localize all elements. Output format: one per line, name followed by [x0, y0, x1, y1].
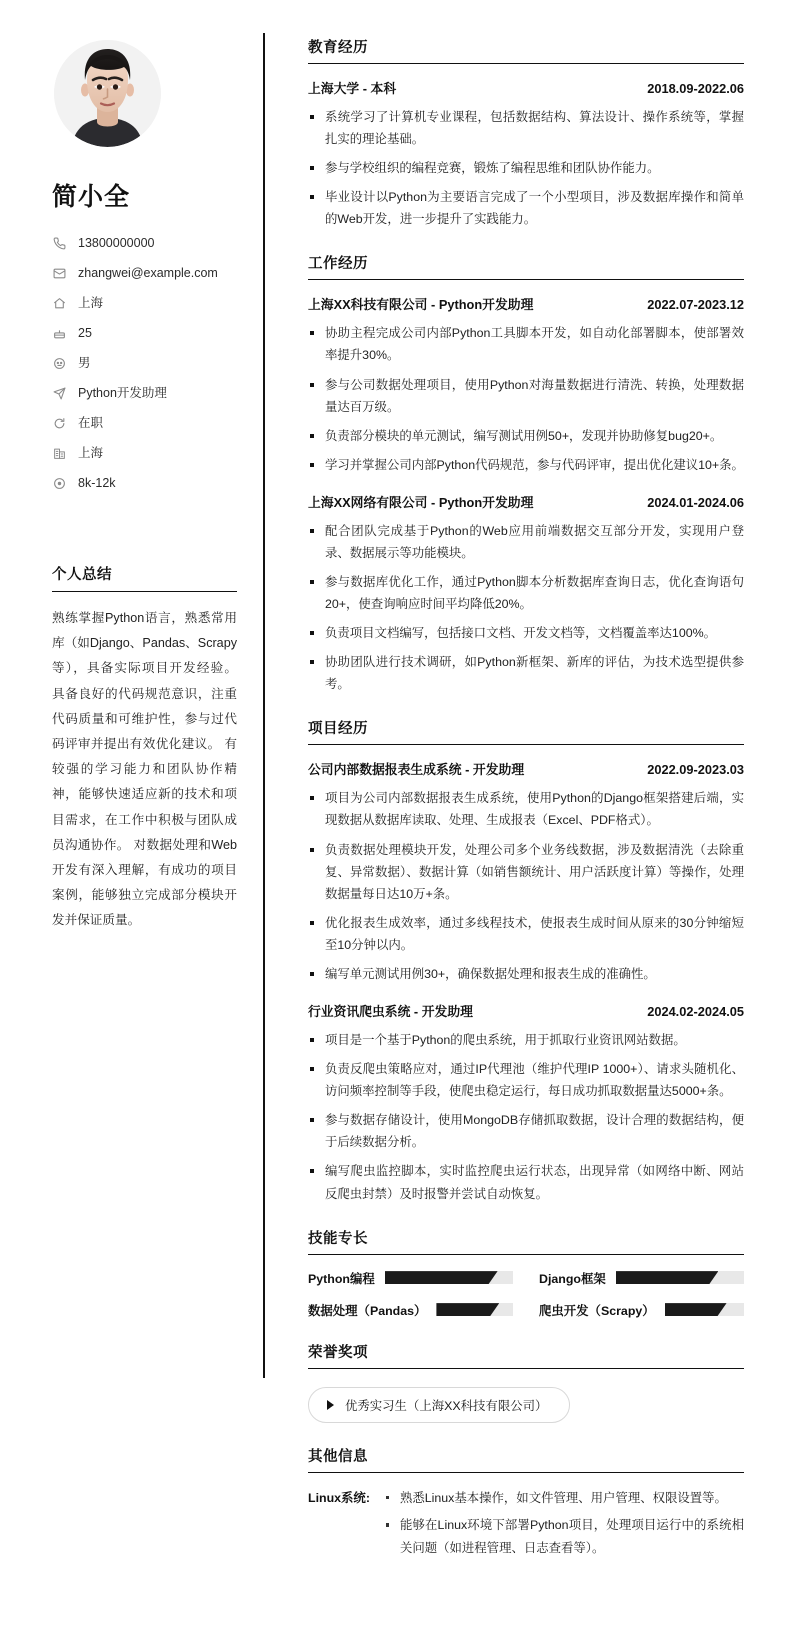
column-divider — [263, 33, 265, 1378]
honor-label: 优秀实习生（上海XX科技有限公司） — [345, 1398, 548, 1413]
entry-bullets — [308, 106, 744, 230]
project-entry — [308, 1001, 744, 1205]
list-item: 编写单元测试用例30+，确保数据处理和报表生成的准确性。 — [308, 963, 744, 985]
skill-progress-bar — [665, 1303, 744, 1316]
list-item: 项目是一个基于Python的爬虫系统，用于抓取行业资讯网站数据。 — [308, 1029, 744, 1051]
info-value: 男 — [78, 356, 91, 370]
list-item: 参与学校组织的编程竞赛，锻炼了编程思维和团队协作能力。 — [308, 157, 744, 179]
info-item-phone — [52, 235, 237, 251]
skills-grid — [308, 1269, 744, 1319]
skill-progress-fill — [616, 1271, 719, 1284]
list-item: 系统学习了计算机专业课程，包括数据结构、算法设计、操作系统等，掌握扎实的理论基础。 — [308, 106, 744, 150]
info-item-salary — [52, 475, 237, 491]
list-item: 配合团队完成基于Python的Web应用前端数据交互部分开发，实现用户登录、数据展示等功能模块。 — [308, 520, 744, 564]
skill-item — [539, 1301, 744, 1319]
info-value: 在职 — [78, 416, 104, 430]
skill-progress-fill — [665, 1303, 727, 1316]
info-value: Python开发助理 — [78, 386, 167, 400]
info-item-age — [52, 325, 237, 341]
entry-title: 上海XX科技有限公司 - Python开发助理 — [308, 297, 534, 313]
skills-heading: 技能专长 — [308, 1227, 744, 1255]
entry-date: 2024.01-2024.06 — [647, 494, 744, 510]
education-entry — [308, 78, 744, 230]
entry-title: 上海大学 - 本科 — [308, 81, 397, 96]
list-item: 编写爬虫监控脚本，实时监控爬虫运行状态，出现异常（如网络中断、网站反爬虫封禁）及时报警并尝试自动恢复。 — [308, 1160, 744, 1204]
entry-header — [308, 78, 744, 97]
info-item-gender — [52, 355, 237, 371]
info-value: 8k-12k — [78, 476, 116, 490]
entry-header — [308, 492, 744, 511]
info-value: zhangwei@example.com — [78, 266, 218, 280]
gender-icon — [52, 356, 67, 371]
other-bullets — [384, 1487, 744, 1565]
list-item: 负责项目文档编写，包括接口文档、开发文档等，文档覆盖率达100%。 — [308, 622, 744, 644]
list-item: 学习并掌握公司内部Python代码规范，参与代码评审，提出优化建议10+条。 — [308, 454, 744, 476]
target-icon — [52, 476, 67, 491]
list-item: 协助主程完成公司内部Python工具脚本开发，如自动化部署脚本，使部署效率提升30%。 — [308, 322, 744, 366]
projects-heading: 项目经历 — [308, 717, 744, 745]
other-heading: 其他信息 — [308, 1445, 744, 1473]
info-value: 25 — [78, 326, 92, 340]
info-item-status — [52, 415, 237, 431]
entry-header — [308, 294, 744, 313]
entry-title: 公司内部数据报表生成系统 - 开发助理 — [308, 762, 525, 778]
section-other-info — [308, 1445, 744, 1565]
section-honors — [308, 1341, 744, 1423]
honor-badge[interactable] — [308, 1387, 570, 1423]
entry-date: 2024.02-2024.05 — [647, 1004, 744, 1020]
info-value: 上海 — [78, 446, 104, 460]
list-item: 熟悉Linux基本操作，如文件管理、用户管理、权限设置等。 — [384, 1487, 744, 1510]
skill-label: 爬虫开发（Scrapy） — [539, 1303, 655, 1318]
honors-heading: 荣誉奖项 — [308, 1341, 744, 1369]
list-item: 参与数据库优化工作，通过Python脚本分析数据库查询日志，优化查询语句20+，使查询响应时间平均降低20%。 — [308, 571, 744, 615]
section-work — [308, 252, 744, 695]
user-photo-icon — [54, 40, 161, 147]
sidebar — [0, 0, 263, 933]
refresh-icon — [52, 416, 67, 431]
list-item: 协助团队进行技术调研，如Python新框架、新库的评估，为技术选型提供参考。 — [308, 651, 744, 695]
section-education — [308, 36, 744, 230]
summary-heading: 个人总结 — [52, 563, 237, 592]
skill-progress-fill — [385, 1271, 498, 1284]
summary-section — [52, 563, 237, 933]
entry-header — [308, 1001, 744, 1020]
list-item: 优化报表生成效率，通过多线程技术，使报表生成时间从原来的30分钟缩短至10分钟以内。 — [308, 912, 744, 956]
list-item: 负责部分模块的单元测试，编写测试用例50+，发现并协助修复bug20+。 — [308, 425, 744, 447]
main-content — [263, 0, 794, 1626]
skill-label: Django框架 — [539, 1271, 606, 1286]
work-entry — [308, 294, 744, 475]
entry-bullets — [308, 520, 744, 696]
skill-progress-bar — [385, 1271, 513, 1284]
home-icon — [52, 296, 67, 311]
list-item: 毕业设计以Python为主要语言完成了一个小型项目，涉及数据库操作和简单的Web开发，进一步提升了实践能力。 — [308, 186, 744, 230]
contact-info-list — [52, 235, 237, 491]
entry-date: 2018.09-2022.06 — [647, 81, 744, 96]
entry-date: 2022.07-2023.12 — [647, 297, 744, 313]
info-value: 13800000000 — [78, 236, 155, 250]
info-item-email — [52, 265, 237, 281]
skill-progress-bar — [436, 1303, 513, 1316]
entry-bullets — [308, 322, 744, 475]
list-item: 项目为公司内部数据报表生成系统，使用Python的Django框架搭建后端，实现数据从数据库读取、处理、生成报表（Excel、PDF格式）。 — [308, 787, 744, 831]
skill-label: Python编程 — [308, 1271, 375, 1286]
list-item: 负责数据处理模块开发，处理公司多个业务线数据，涉及数据清洗（去除重复、异常数据）、数据计算（如销售额统计、用户活跃度计算）等操作，处理数据量每日达10万+条。 — [308, 839, 744, 905]
skill-item — [308, 1301, 513, 1319]
skill-item — [308, 1269, 513, 1287]
paper-plane-icon — [52, 386, 67, 401]
skill-item — [539, 1269, 744, 1287]
entry-date: 2022.09-2023.03 — [647, 762, 744, 778]
work-heading: 工作经历 — [308, 252, 744, 280]
entry-title: 行业资讯爬虫系统 - 开发助理 — [308, 1004, 473, 1020]
info-item-position — [52, 385, 237, 401]
triangle-right-icon — [327, 1400, 334, 1410]
work-entry — [308, 492, 744, 696]
list-item: 参与数据存储设计，使用MongoDB存储抓取数据，设计合理的数据结构，便于后续数据分析。 — [308, 1109, 744, 1153]
entry-header — [308, 759, 744, 778]
cake-icon — [52, 326, 67, 341]
project-entry — [308, 759, 744, 985]
envelope-icon — [52, 266, 67, 281]
skill-label: 数据处理（Pandas） — [308, 1303, 427, 1318]
list-item: 负责反爬虫策略应对，通过IP代理池（维护代理IP 1000+）、请求头随机化、访问频率控制等手段，使爬虫稳定运行，每日成功抓取数据量达5000+条。 — [308, 1058, 744, 1102]
avatar — [54, 40, 161, 147]
education-heading: 教育经历 — [308, 36, 744, 64]
entry-bullets — [308, 1029, 744, 1205]
info-item-location — [52, 295, 237, 311]
other-label: Linux系统: — [308, 1490, 370, 1505]
other-row — [308, 1487, 744, 1565]
section-skills — [308, 1227, 744, 1319]
skill-progress-bar — [616, 1271, 744, 1284]
building-icon — [52, 446, 67, 461]
summary-text: 熟练掌握Python语言，熟悉常用库（如Django、Pandas、Scrapy等），具备实际项目开发经验。 具备良好的代码规范意识，注重代码质量和可维护性，参与过代码评审并提出有效优化建议。 有较强的学习能力和团队协作精神，能够快速适应新的技术和项目需求，在工作中积极与团队成员沟通协作。 对数据处理和Web开发有深入理解，有成功的项目案例，能够独立完成部分模块开发并保证质量。 — [52, 611, 237, 928]
phone-icon — [52, 236, 67, 251]
info-value: 上海 — [78, 296, 104, 310]
skill-progress-fill — [436, 1303, 499, 1316]
page-title: 简小全 — [52, 183, 131, 211]
info-item-work-city — [52, 445, 237, 461]
list-item: 能够在Linux环境下部署Python项目，处理项目运行中的系统相关问题（如进程管理、日志查看等）。 — [384, 1514, 744, 1559]
entry-title: 上海XX网络有限公司 - Python开发助理 — [308, 494, 534, 510]
entry-bullets — [308, 787, 744, 985]
section-projects — [308, 717, 744, 1204]
list-item: 参与公司数据处理项目，使用Python对海量数据进行清洗、转换，处理数据量达百万级。 — [308, 374, 744, 418]
